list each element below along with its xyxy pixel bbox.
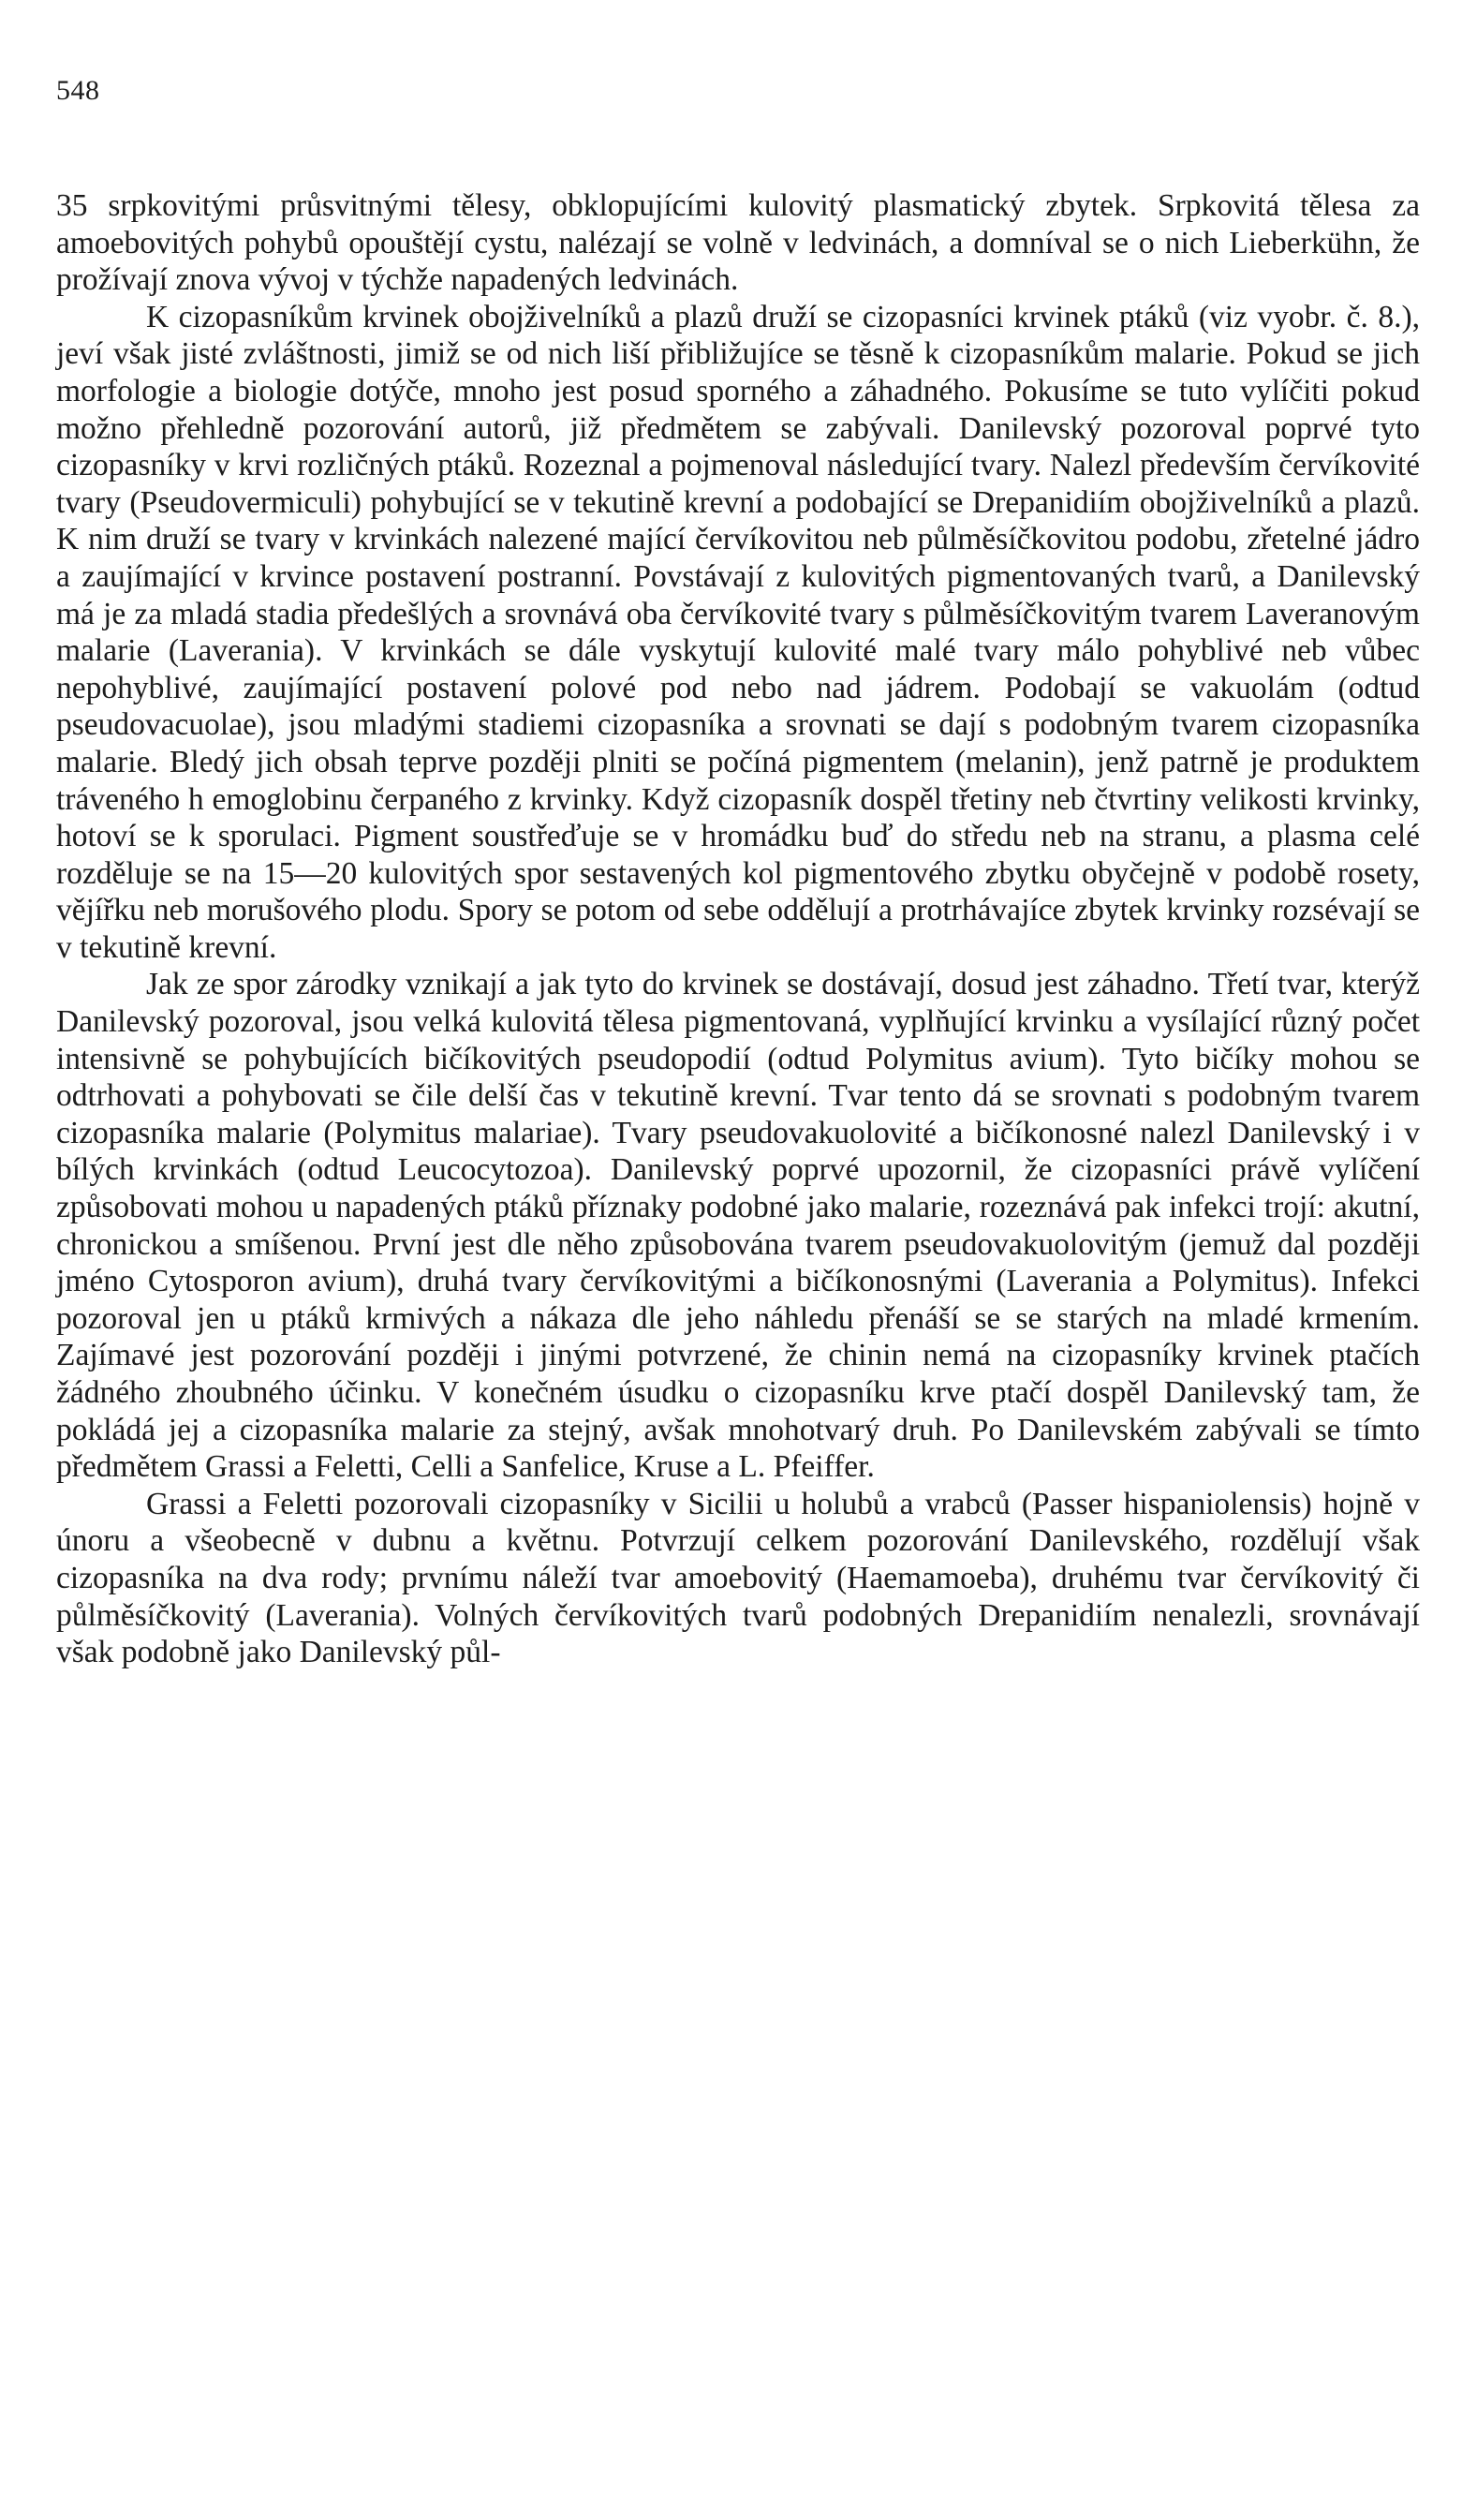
page-body (56, 187, 1420, 1671)
paragraph-bird-parasites: K cizopasníkům krvinek obojživelníků a plazů druží se cizopasníci krvinek ptáků (viz vyobr. č. 8.), jeví však jisté zvláštnosti, jimiž se od nich liší přibližujíce se těsně k cizopasníkům malarie. Pokud se jich morfologie a biologie dotýče, mnoho jest posud sporného a záhadného. Pokusíme se tuto vylíčiti pokud možno přehledně pozorování autorů, již předmětem se zabývali. Danilevský pozoroval poprvé tyto cizopasníky v krvi rozličných ptáků. Rozeznal a pojmenoval následující tvary. Nalezl především červíkovité tvary (Pseudovermiculi) pohybující se v tekutině krevní a podobající se Drepanidiím obojživelníků a plazů. K nim druží se tvary v krvinkách nalezené mající červíkovitou neb půlměsíčkovitou podobu, zřetelné jádro a zaujímající v krvince postavení postranní. Povstávají z kulovitých pigmentovaných tvarů, a Danilevský má je za mladá stadia předešlých a srovnává oba červíkovité tvary s půlměsíčkovitým tvarem Laveranovým malarie (Laverania). V krvinkách se dále vyskytují kulovité malé tvary málo pohyblivé neb vůbec nepohyblivé, zaujímající postavení polové pod nebo nad jádrem. Podobají se vakuolám (odtud pseudovacuolae), jsou mladými stadiemi cizopasníka a srovnati se dají s podobným tvarem cizopasníka malarie. Bledý jich obsah teprve později plniti se počíná pigmentem (melanin), jenž patrně je produktem tráveného h emoglobinu čerpaného z krvinky. Když cizopasník dospěl třetiny neb čtvrtiny velikosti krvinky, hotoví se k sporulaci. Pigment soustřeďuje se v hromádku buď do středu neb na stranu, a plasma celé rozděluje se na 15—20 kulovitých spor sestavených kol pigmentového zbytku obyčejně v podobě rosety, vějířku neb morušového plodu. Spory se potom od sebe oddělují a protrhávajíce zbytek krvinky rozsévají se v tekutině krevní. (56, 299, 1420, 965)
paragraph-continuation: 35 srpkovitými průsvitnými tělesy, obklopujícími kulovitý plasmatický zbytek. Srpkovitá tělesa za amoebovitých pohybů opouštějí cystu, nalézají se volně v ledvinách, a domníval se o nich Lieberkühn, že prožívají znova vývoj v týchže napadených ledvinách. (56, 188, 1420, 298)
paragraph-spore-origin: Jak ze spor zárodky vznikají a jak tyto do krvinek se dostávají, dosud jest záhadno. Třetí tvar, kterýž Danilevský pozoroval, jsou velká kulovitá tělesa pigmentovaná, vyplňující krvinku a vysílající různý počet intensivně se pohybujících bičíkovitých pseudopodií (odtud Polymitus avium). Tyto bičíky mohou se odtrhovati a pohybovati se čile delší čas v tekutině krevní. Tvar tento dá se srovnati s podobným tvarem cizopasníka malarie (Polymitus malariae). Tvary pseudovakuolovité a bičíkonosné nalezl Danilevský i v bílých krvinkách (odtud Leucocytozoa). Danilevský poprvé upozornil, že cizopasníci právě vylíčení způsobovati mohou u napadených ptáků příznaky podobné jako malarie, rozeznává pak infekci trojí: akutní, chronickou a smíšenou. První jest dle něho způsobována tvarem pseudovakuolovitým (jemuž dal později jméno Cytosporon avium), druhá tvary červíkovitými a bičíkonosnými (Laverania a Polymitus). Infekci pozoroval jen u ptáků krmivých a nákaza dle jeho náhledu přenáší se se starých na mladé krmením. Zajímavé jest pozorování později i jinými potvrzené, že chinin nemá na cizopasníky krvinek ptačích žádného zhoubného účinku. V konečném úsudku o cizopasníku krve ptačí dospěl Danilevský tam, že pokládá jej a cizopasníka malarie za stejný, avšak mnohotvarý druh. Po Danilevském zabývali se tímto předmětem Grassi a Feletti, Celli a Sanfelice, Kruse a L. Pfeiffer. (56, 967, 1420, 1485)
page-number: 548 (56, 75, 100, 106)
paragraph-grassi-feletti: Grassi a Feletti pozorovali cizopasníky v Sicilii u holubů a vrabců (Passer hispaniolensis) hojně v únoru a všeobecně v dubnu a květnu. Potvrzují celkem pozorování Danilevského, rozdělují však cizopasníka na dva rody; prvnímu náleží tvar amoebovitý (Haemamoeba), druhému tvar červíkovitý či půlměsíčkovitý (Laverania). Volných červíkovitých tvarů podobných Drepanidiím nenalezli, srovnávají však podobně jako Danilevský půl- (56, 1486, 1420, 1670)
